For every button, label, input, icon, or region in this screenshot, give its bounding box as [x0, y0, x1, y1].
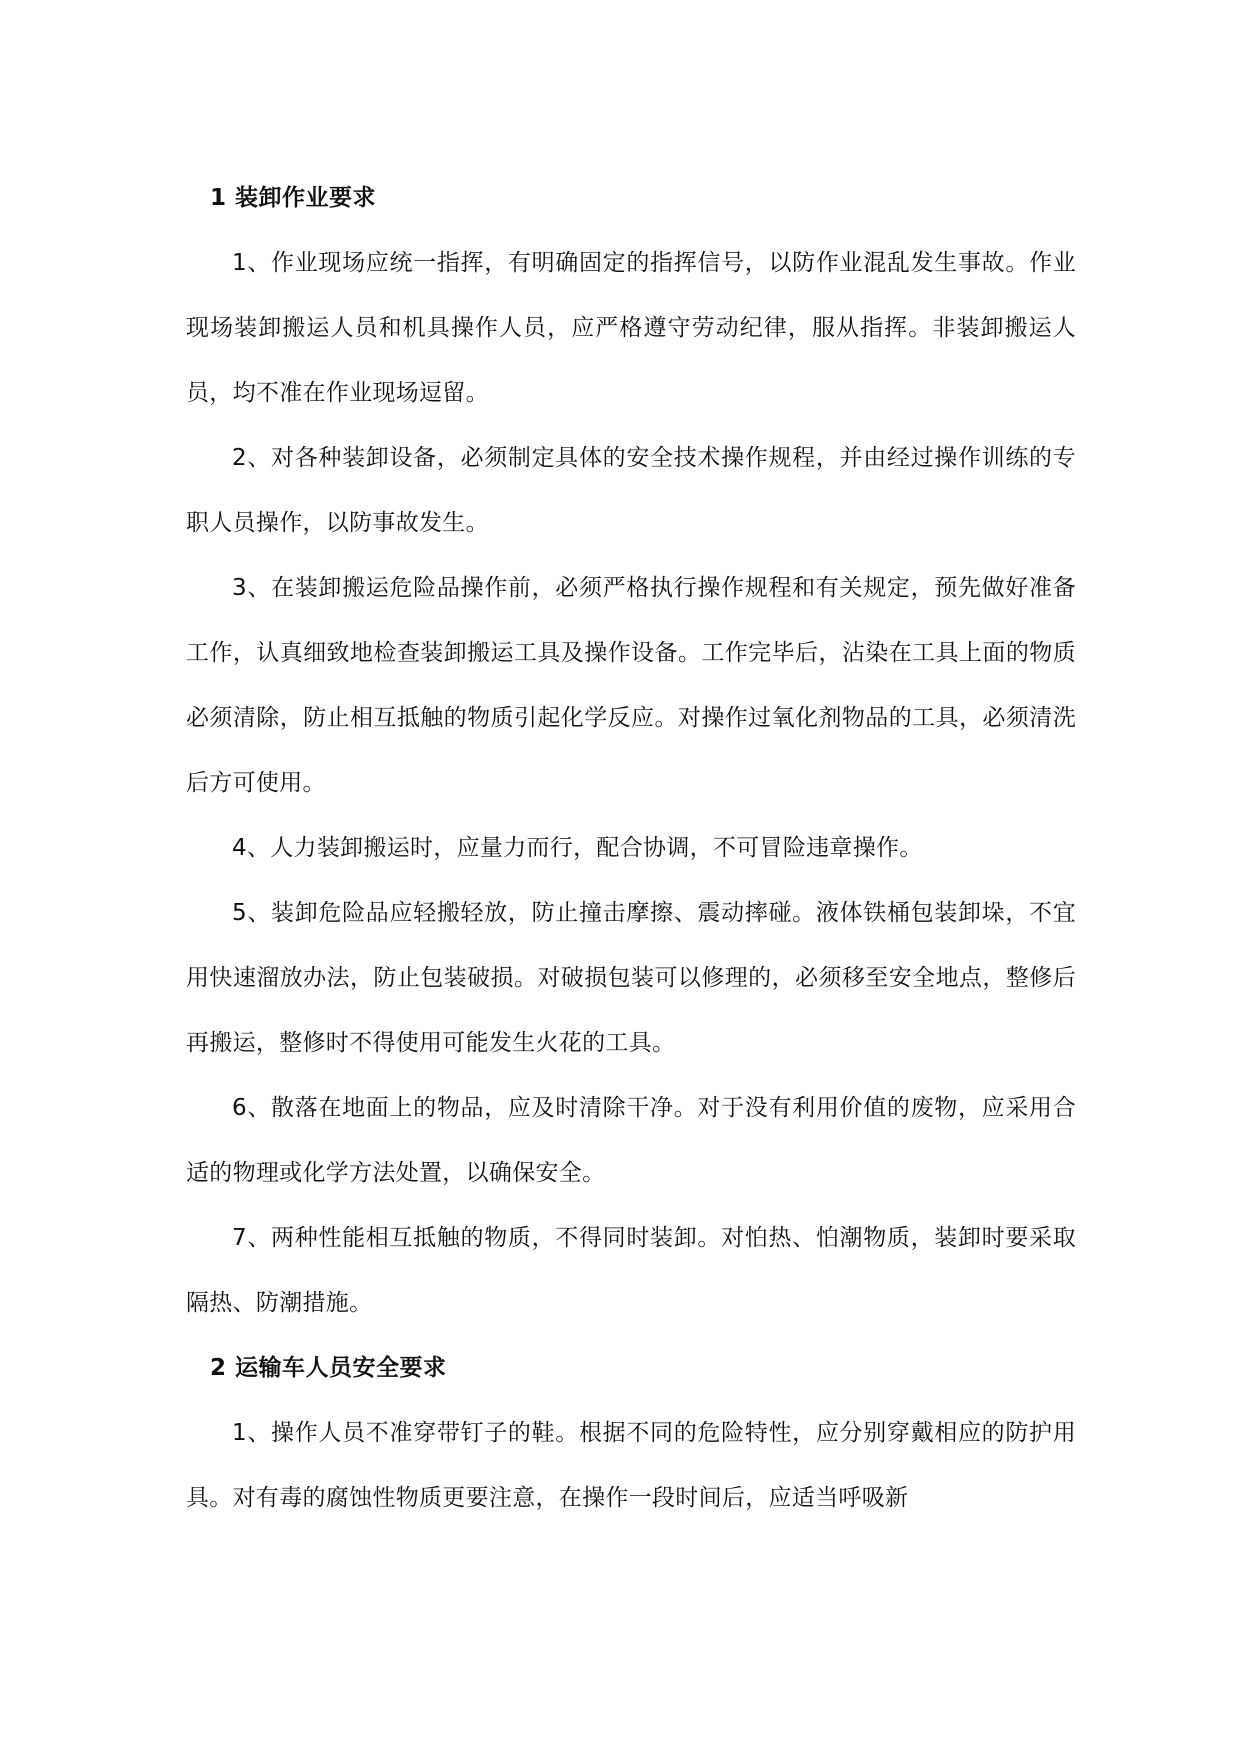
paragraph: 6、散落在地面上的物品，应及时清除干净。对于没有利用价值的废物，应采用合适的物理或化学方法处置，以确保安全。 — [186, 1095, 1076, 1186]
paragraph: 5、装卸危险品应轻搬轻放，防止撞击摩擦、震动摔碰。液体铁桶包装卸垛，不宜用快速溜放办法，防止包装破损。对破损包装可以修理的，必须移至安全地点，整修后再搬运，整修时不得使用可能发生火花的工具。 — [186, 900, 1076, 1056]
section-heading-loading-requirements: 1 装卸作业要求 — [210, 185, 377, 211]
document-body — [186, 166, 1076, 1531]
paragraph: 2、对各种装卸设备，必须制定具体的安全技术操作规程，并由经过操作训练的专职人员操作，以防事故发生。 — [186, 445, 1076, 536]
paragraph: 1、作业现场应统一指挥，有明确固定的指挥信号，以防作业混乱发生事故。作业现场装卸搬运人员和机具操作人员，应严格遵守劳动纪律，服从指挥。非装卸搬运人员，均不准在作业现场逗留。 — [186, 250, 1076, 406]
paragraph: 4、人力装卸搬运时，应量力而行，配合协调，不可冒险违章操作。 — [232, 835, 923, 861]
paragraph: 3、在装卸搬运危险品操作前，必须严格执行操作规程和有关规定，预先做好准备工作，认真细致地检查装卸搬运工具及操作设备。工作完毕后，沾染在工具上面的物质必须清除，防止相互抵触的物质引起化学反应。对操作过氧化剂物品的工具，必须清洗后方可使用。 — [186, 575, 1076, 796]
paragraph: 7、两种性能相互抵触的物质，不得同时装卸。对怕热、怕潮物质，装卸时要采取隔热、防潮措施。 — [186, 1225, 1076, 1316]
section-heading-vehicle-personnel-safety: 2 运输车人员安全要求 — [210, 1355, 447, 1381]
paragraph: 1、操作人员不准穿带钉子的鞋。根据不同的危险特性，应分别穿戴相应的防护用具。对有毒的腐蚀性物质更要注意，在操作一段时间后，应适当呼吸新 — [186, 1420, 1076, 1511]
